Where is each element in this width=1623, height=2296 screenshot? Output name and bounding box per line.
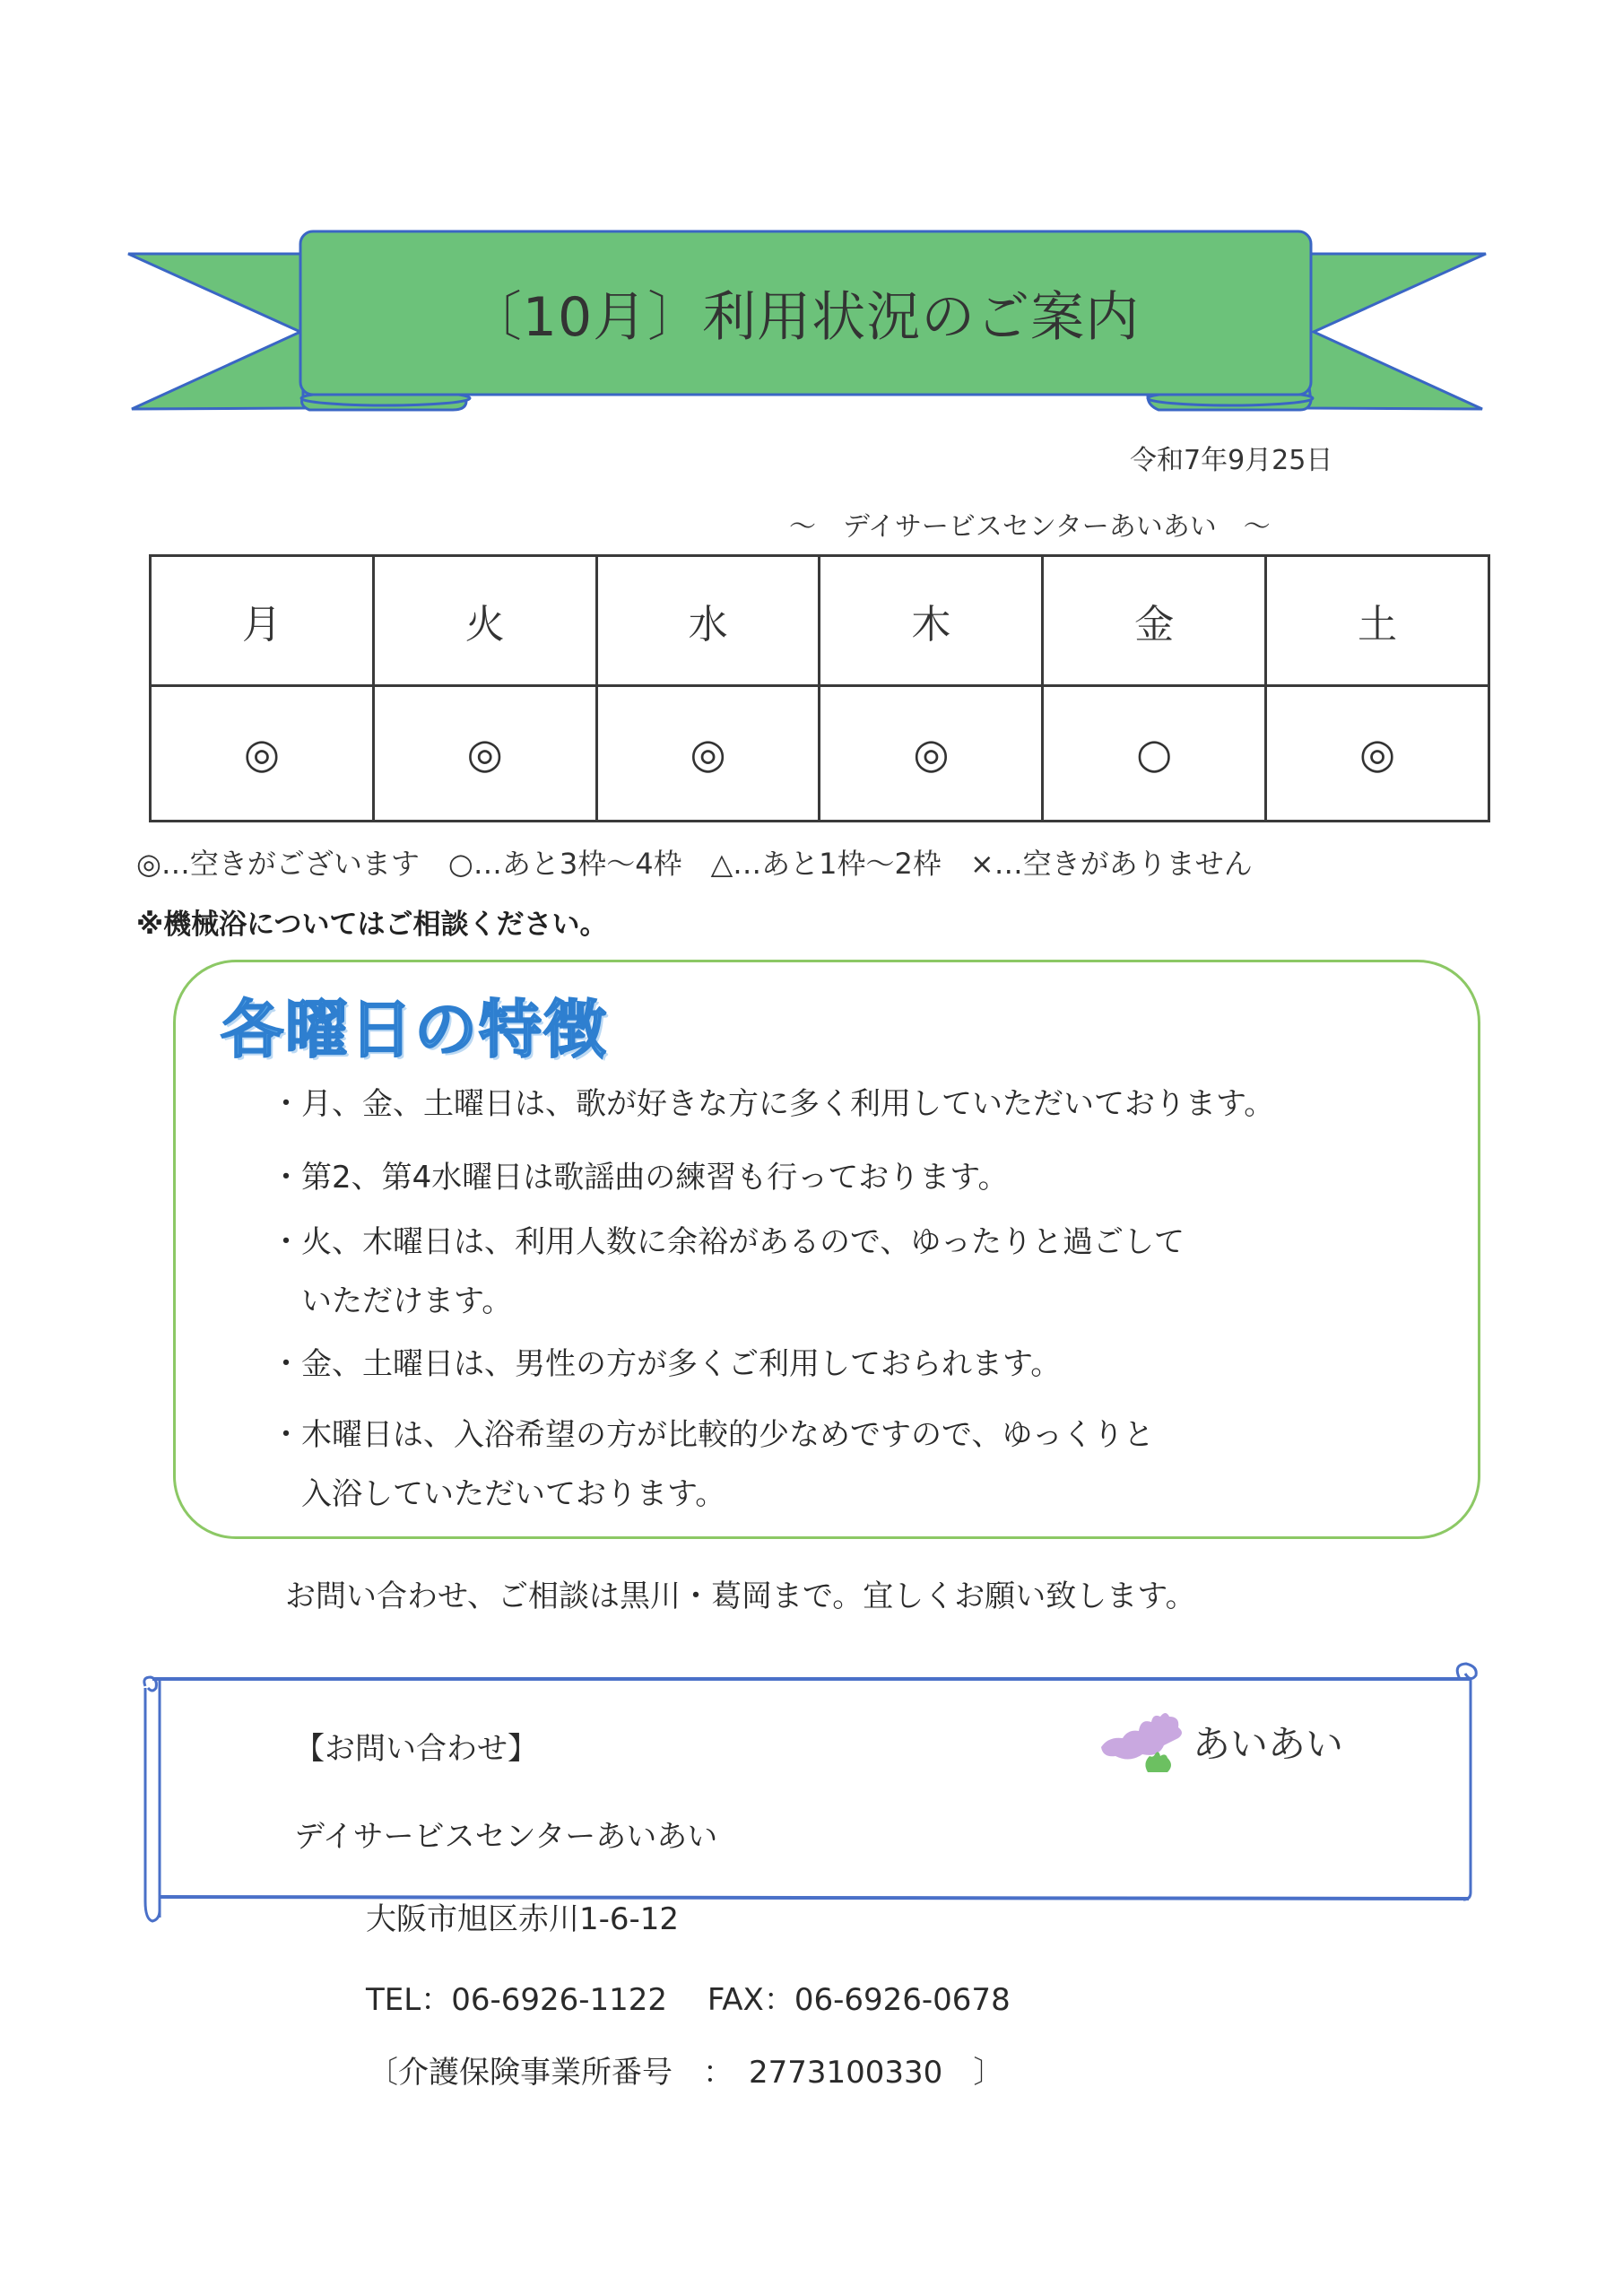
availability-row	[151, 686, 1489, 822]
logo-text: あいあい	[1193, 1722, 1344, 1766]
feature-item-continued: 入浴していただいております。	[271, 1476, 726, 1512]
feature-item: ・木曜日は、入浴希望の方が比較的少なめですので、ゆっくりと	[271, 1417, 1154, 1453]
weekday-header-row	[151, 556, 1489, 686]
availability-mark-wed: ◎	[596, 686, 820, 822]
office-number: 〔介護保険事業所番号 ： 2773100330 〕	[368, 2055, 1004, 2091]
weekday-mon: 月	[151, 556, 374, 686]
facility-subtitle: ～ デイサービスセンターあいあい ～	[789, 511, 1271, 543]
contact-heading: 【お問い合わせ】	[294, 1731, 538, 1767]
weekday-tue: 火	[373, 556, 596, 686]
availability-mark-sat: ◎	[1266, 686, 1489, 822]
contact-tel-fax: TEL：06-6926-1122 FAX：06-6926-0678	[366, 1982, 1011, 2018]
availability-table	[149, 554, 1490, 822]
feature-item: ・火、木曜日は、利用人数に余裕があるので、ゆったりと過ごして	[271, 1224, 1185, 1260]
feature-item: ・第2、第4水曜日は歌謡曲の練習も行っております。	[271, 1160, 1009, 1196]
contact-message: お問い合わせ、ご相談は黒川・葛岡まで。宜しくお願い致します。	[285, 1578, 1196, 1614]
availability-mark-mon: ◎	[151, 686, 374, 822]
availability-legend: ◎…空きがございます ○…あと3枠～4枠 △…あと1枠～2枠 ×…空きがありません	[136, 847, 1253, 881]
weekday-fri: 金	[1043, 556, 1266, 686]
ribbon-left-tail	[128, 254, 305, 409]
features-title: 各曜日の特徴	[221, 993, 608, 1066]
availability-mark-tue: ◎	[373, 686, 596, 822]
contact-address: 大阪市旭区赤川1-6-12	[366, 1901, 680, 1937]
weekday-sat: 土	[1266, 556, 1489, 686]
page-title: 〔10月〕利用状況のご案内	[467, 286, 1141, 349]
availability-mark-fri: ○	[1043, 686, 1266, 822]
contact-facility-name: デイサービスセンターあいあい	[294, 1819, 718, 1855]
weekday-wed: 水	[596, 556, 820, 686]
weekday-thu: 木	[820, 556, 1043, 686]
feature-item: ・月、金、土曜日は、歌が好きな方に多く利用していただいております。	[271, 1086, 1275, 1122]
availability-mark-thu: ◎	[820, 686, 1043, 822]
ribbon-right-tail	[1305, 254, 1486, 409]
bath-note: ※機械浴についてはご相談ください。	[136, 909, 608, 941]
feature-item: ・金、土曜日は、男性の方が多くご利用しておられます。	[271, 1346, 1062, 1382]
feature-item-continued: いただけます。	[271, 1283, 513, 1319]
issue-date: 令和7年9月25日	[1130, 445, 1333, 476]
